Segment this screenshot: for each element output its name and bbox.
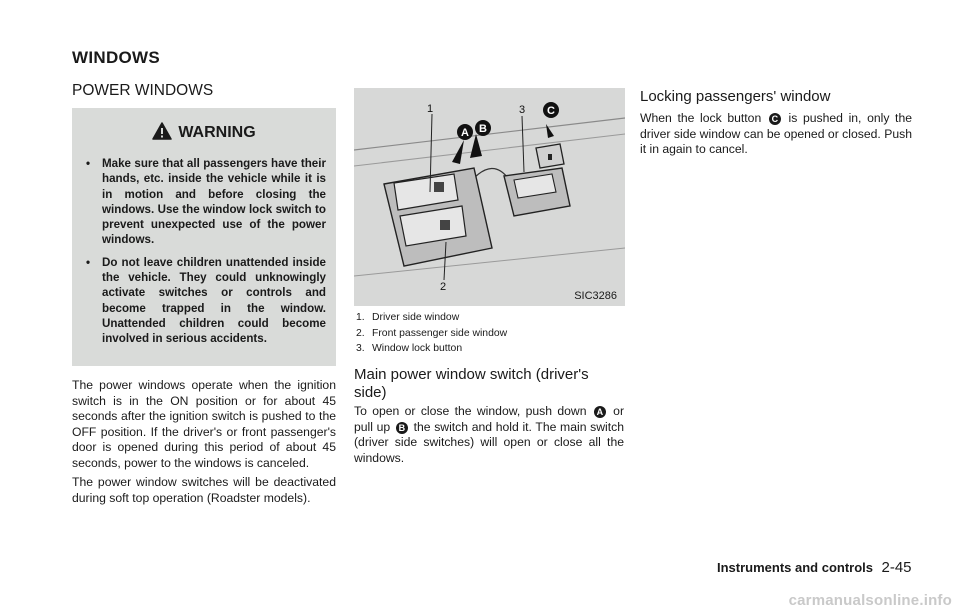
warning-item (84, 156, 326, 248)
figure-code: SIC3286 (574, 290, 617, 302)
warning-triangle-icon (152, 122, 172, 145)
locking-paragraph: When the lock button C is pushed in, only the driver side window can be opened or closed. Push it in again to cancel. (640, 111, 912, 157)
bullet: • (86, 157, 91, 170)
locking-heading: Locking passengers' window (640, 88, 831, 105)
main-switch-heading: Main power window switch (driver's side) (354, 366, 589, 401)
footer-section: Instruments and controls (717, 560, 874, 575)
caption-item: 3. Window lock button (356, 343, 463, 355)
callout-2: 2 (440, 281, 447, 293)
callout-3: 3 (519, 104, 526, 116)
paragraph-ignition: The power windows operate when the ignition switch is in the ON position or for about 45 seconds after the ignition switch is pushed to the OFF position. If the driver's or front passenger's door is opened during this period of about 45 seconds, power to the windows is canceled. (72, 378, 336, 470)
callout-b: B (479, 123, 487, 135)
caption-item: 2. Front passenger side window (356, 327, 508, 339)
power-windows-heading: POWER WINDOWS (72, 82, 214, 99)
callout-1: 1 (427, 103, 434, 115)
paragraph-soft-top: The power window switches will be deactivated during soft top operation (Roadster models). (72, 475, 336, 505)
badge-b: B (396, 422, 408, 434)
callout-c: C (547, 105, 555, 117)
footer-page-number: 2-45 (881, 559, 912, 576)
warning-list (84, 156, 326, 354)
warning-item-text: Do not leave children unattended inside the vehicle. They could unknowingly activate switches or controls and become trapped in the window. Unattended children could become involved in serious accidents. (102, 255, 326, 346)
section-title: WINDOWS (72, 48, 161, 67)
warning-box (72, 108, 336, 366)
caption-item: 1. Driver side window (356, 312, 460, 323)
warning-title: WARNING (178, 124, 256, 141)
watermark: carmanualsonline.info (788, 592, 952, 609)
callout-a: A (461, 127, 469, 139)
page-footer (717, 559, 912, 577)
switch-drawing (354, 88, 625, 306)
badge-c: C (769, 113, 781, 125)
figure-captions (356, 310, 507, 357)
badge-a: A (594, 406, 606, 418)
warning-header (72, 122, 336, 145)
switch-illustration (354, 88, 625, 306)
main-switch-paragraph: To open or close the window, push down A or pull up B the switch and hold it. The main switch (driver side switches) will open or close all the windows. (354, 404, 625, 465)
bullet: • (86, 255, 91, 269)
warning-item (84, 255, 326, 347)
warning-item-text: Make sure that all passengers have their hands, etc. inside the vehicle while it is in motion and before closing the windows. Use the window lock switch to prevent unexpected use of the power windows. (102, 157, 326, 247)
